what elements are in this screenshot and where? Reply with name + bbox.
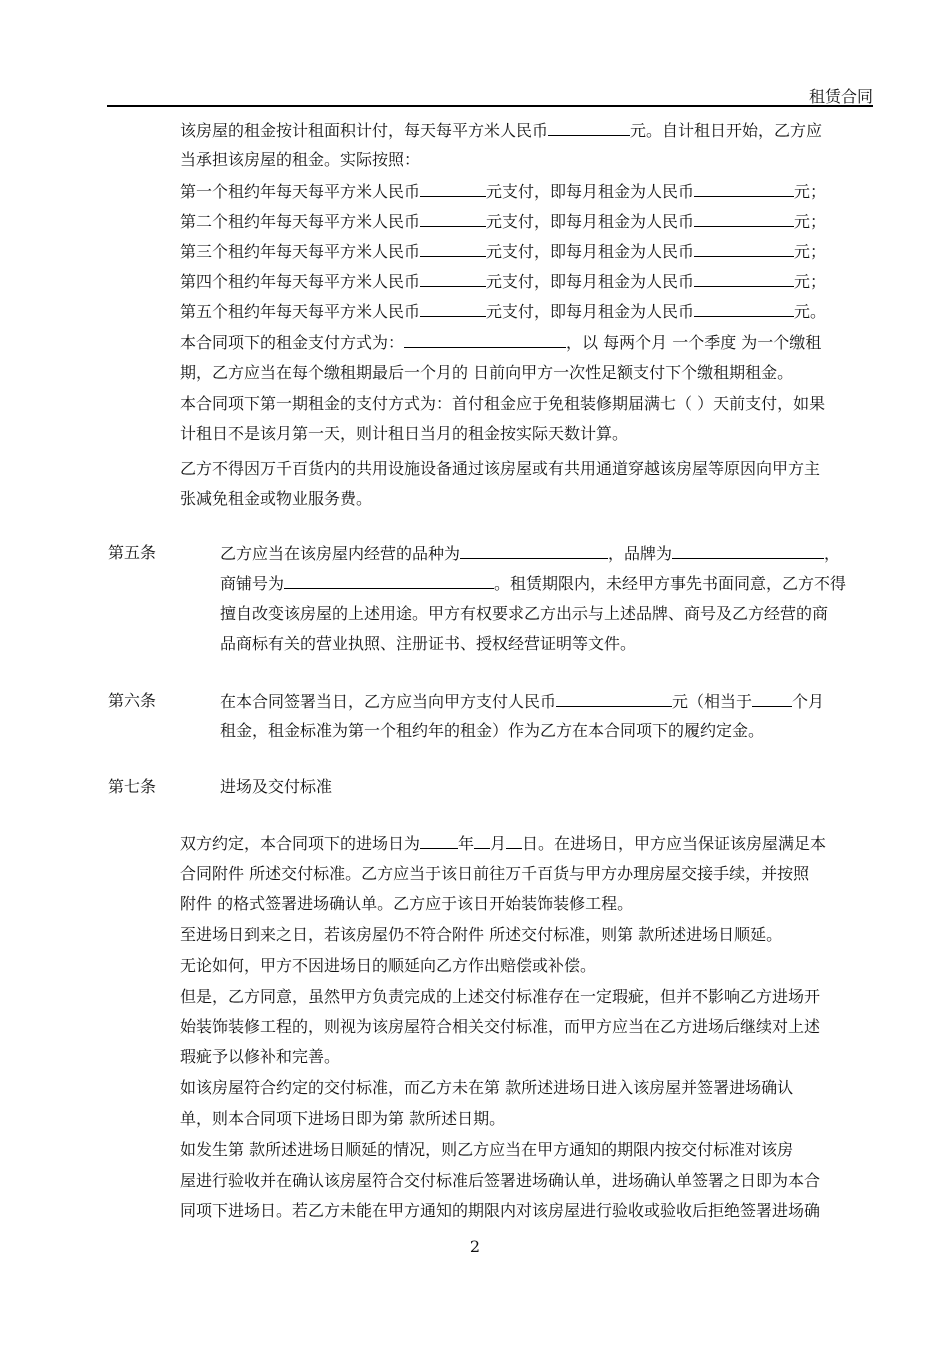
rent-year-text: 元支付，即每月租金为人民币 — [486, 242, 695, 261]
rent-year-text: 元； — [794, 242, 827, 261]
rent-year-text: 元； — [794, 182, 827, 201]
article-5-label: 第五条 — [108, 543, 157, 562]
article-5-text: ， — [824, 544, 841, 563]
article-6-label: 第六条 — [108, 691, 157, 710]
article-7-label: 第七条 — [108, 777, 157, 796]
rent-year-monthly-blank[interactable] — [694, 210, 794, 227]
article-7-text: 年 — [458, 834, 475, 853]
rent-year-line — [180, 240, 826, 263]
entry-day-blank[interactable] — [506, 832, 522, 849]
rent-text: 元。自计租日开始，乙方应 — [630, 121, 823, 140]
page-number: 2 — [469, 1237, 481, 1256]
entry-year-blank[interactable] — [420, 832, 458, 849]
rent-payment-text: 本合同项下的租金支付方式为： — [180, 333, 405, 352]
rent-year-text: 第二个租约年每天每平方米人民币 — [180, 212, 421, 231]
article-5-line-4: 品商标有关的营业执照、注册证书、授权经营证明等文件。 — [220, 634, 637, 653]
rent-year-line — [180, 180, 826, 203]
entry-month-blank[interactable] — [474, 832, 490, 849]
rent-year-text: 元支付，即每月租金为人民币 — [486, 212, 695, 231]
rent-year-text: 元。 — [794, 302, 827, 321]
rent-year-daily-blank[interactable] — [420, 270, 486, 287]
article-7-line-4: 至进场日到来之日，若该房屋仍不符合附件 所述交付标准，则第 款所述进场日顺延。 — [180, 925, 783, 944]
first-rent-line-2: 计租日不是该月第一天，则计租日当月的租金按实际天数计算。 — [180, 424, 629, 443]
article-7-line-13: 同项下进场日。若乙方未能在甲方通知的期限内对该房屋进行验收或验收后拒绝签署进场确 — [180, 1201, 821, 1220]
first-rent-line-1: 本合同项下第一期租金的支付方式为：首付租金应于免租装修期届满七（ ）天前支付，如果 — [180, 394, 826, 413]
rent-year-monthly-blank[interactable] — [694, 300, 794, 317]
article-7-line-9: 如该房屋符合约定的交付标准，而乙方未在第 款所述进场日进入该房屋并签署进场确认 — [180, 1078, 794, 1097]
rent-year-text: 元支付，即每月租金为人民币 — [486, 182, 695, 201]
rent-year-daily-blank[interactable] — [420, 240, 486, 257]
rent-payment-method-blank[interactable] — [404, 331, 566, 348]
rent-year-daily-blank[interactable] — [420, 300, 486, 317]
rent-year-text: 第五个租约年每天每平方米人民币 — [180, 302, 421, 321]
article-5-text: ，品牌为 — [608, 544, 673, 563]
article-6-line-2: 租金，租金标准为第一个租约年的租金）作为乙方在本合同项下的履约定金。 — [220, 721, 765, 740]
rent-year-text: 第四个租约年每天每平方米人民币 — [180, 272, 421, 291]
rent-year-daily-blank[interactable] — [420, 180, 486, 197]
article-6-line-1 — [220, 690, 824, 713]
article-7-text: 日。在进场日，甲方应当保证该房屋满足本 — [522, 834, 827, 853]
article-7-line-8: 瑕疵予以修补和完善。 — [180, 1047, 341, 1066]
article-5-line-2 — [220, 572, 846, 595]
rent-payment-line-2: 期，乙方应当在每个缴租期最后一个月的 日前向甲方一次性足额支付下个缴租期租金。 — [180, 363, 794, 382]
article-5-line-3: 擅自改变该房屋的上述用途。甲方有权要求乙方出示与上述品牌、商号及乙方经营的商 — [220, 604, 829, 623]
rent-year-line — [180, 270, 826, 293]
article-6-text: 个月 — [792, 692, 825, 711]
rent-line-2: 当承担该房屋的租金。实际按照： — [180, 150, 421, 169]
article-7-line-5: 无论如何，甲方不因进场日的顺延向乙方作出赔偿或补偿。 — [180, 956, 597, 975]
rent-text: 该房屋的租金按计租面积计付，每天每平方米人民币 — [180, 121, 549, 140]
rent-year-line — [180, 210, 826, 233]
shop-number-blank[interactable] — [284, 572, 494, 589]
article-7-text: 月 — [490, 834, 507, 853]
article-7-line-1 — [180, 832, 826, 855]
article-5-text: 商铺号为 — [220, 574, 285, 593]
rent-blank[interactable] — [548, 119, 630, 136]
rent-year-text: 元； — [794, 212, 827, 231]
rent-year-monthly-blank[interactable] — [694, 180, 794, 197]
rent-year-text: 第一个租约年每天每平方米人民币 — [180, 182, 421, 201]
article-7-line-2: 合同附件 所述交付标准。乙方应当于该日前往万千百货与甲方办理房屋交接手续，并按照 — [180, 864, 810, 883]
rent-year-monthly-blank[interactable] — [694, 270, 794, 287]
article-7-title: 进场及交付标准 — [220, 777, 333, 796]
deposit-amount-blank[interactable] — [556, 690, 672, 707]
business-category-blank[interactable] — [460, 542, 608, 559]
deposit-months-blank[interactable] — [752, 690, 792, 707]
rent-year-text: 元； — [794, 272, 827, 291]
brand-blank[interactable] — [672, 542, 824, 559]
article-7-text: 双方约定，本合同项下的进场日为 — [180, 834, 421, 853]
rent-payment-line — [180, 331, 821, 354]
article-6-text: 在本合同签署当日，乙方应当向甲方支付人民币 — [220, 692, 557, 711]
header-title: 租赁合同 — [808, 87, 873, 106]
article-7-line-3: 附件 的格式签署进场确认单。乙方应于该日开始装饰装修工程。 — [180, 894, 634, 913]
rent-line-1 — [180, 119, 822, 142]
article-7-line-12: 屋进行验收并在确认该房屋符合交付标准后签署进场确认单，进场确认单签署之日即为本合 — [180, 1171, 821, 1190]
header-rule — [107, 105, 873, 107]
rent-year-monthly-blank[interactable] — [694, 240, 794, 257]
rent-year-text: 元支付，即每月租金为人民币 — [486, 272, 695, 291]
article-7-line-10: 单，则本合同项下进场日即为第 款所述日期。 — [180, 1109, 506, 1128]
article-5-line-1 — [220, 542, 840, 565]
rent-year-daily-blank[interactable] — [420, 210, 486, 227]
article-7-line-6: 但是，乙方同意，虽然甲方负责完成的上述交付标准存在一定瑕疵，但并不影响乙方进场开 — [180, 987, 821, 1006]
article-5-text: 乙方应当在该房屋内经营的品种为 — [220, 544, 461, 563]
rent-year-text: 第三个租约年每天每平方米人民币 — [180, 242, 421, 261]
article-6-text: 元（相当于 — [672, 692, 753, 711]
article-7-line-7: 始装饰装修工程的，则视为该房屋符合相关交付标准，而甲方应当在乙方进场后继续对上述 — [180, 1017, 821, 1036]
rent-year-line — [180, 300, 826, 323]
rent-year-text: 元支付，即每月租金为人民币 — [486, 302, 695, 321]
rent-payment-text: ，以 每两个月 一个季度 为一个缴租 — [566, 333, 822, 352]
no-reduction-line-2: 张减免租金或物业服务费。 — [180, 489, 373, 508]
no-reduction-line-1: 乙方不得因万千百货内的共用设施设备通过该房屋或有共用通道穿越该房屋等原因向甲方主 — [180, 459, 821, 478]
article-7-line-11: 如发生第 款所述进场日顺延的情况，则乙方应当在甲方通知的期限内按交付标准对该房 — [180, 1140, 794, 1159]
article-5-text: 。租赁期限内，未经甲方事先书面同意，乙方不得 — [494, 574, 847, 593]
